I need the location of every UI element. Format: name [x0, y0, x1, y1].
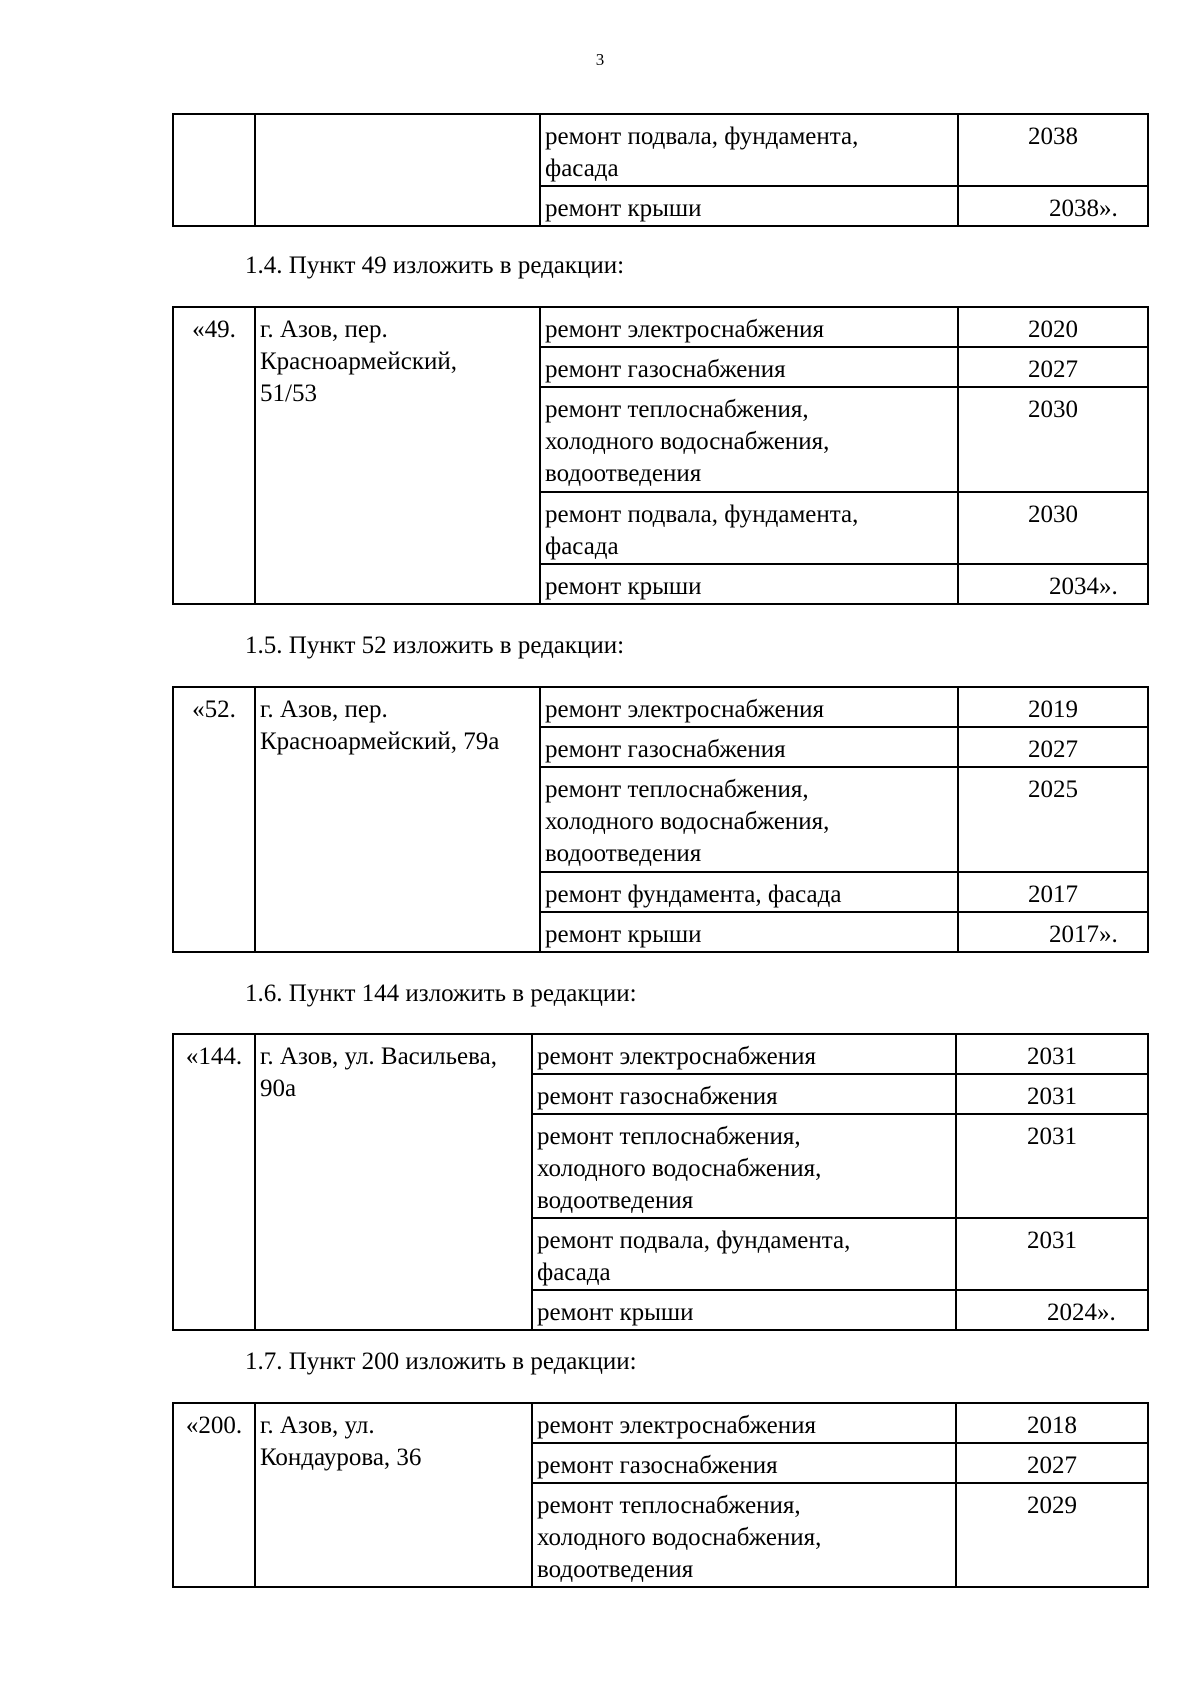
continuation-table: [172, 113, 1149, 227]
work-cell: ремонт подвала, фундамента, фасада: [540, 114, 958, 186]
year-cell: 2018: [956, 1403, 1148, 1443]
address-cell: г. Азов, пер. Красноармейский, 79а: [255, 687, 540, 952]
work-cell: ремонт газоснабжения: [540, 727, 958, 767]
year-cell: 2029: [956, 1483, 1148, 1587]
address-cell: г. Азов, ул. Кондаурова, 36: [255, 1403, 532, 1587]
section-table: [172, 1033, 1149, 1331]
year-cell: 2024».: [956, 1290, 1148, 1330]
year-cell: 2027: [956, 1443, 1148, 1483]
work-cell: ремонт фундамента, фасада: [540, 872, 958, 912]
year-cell: 2034».: [958, 564, 1148, 604]
section-table: [172, 1402, 1149, 1588]
address-cell: г. Азов, ул. Васильева, 90а: [255, 1034, 532, 1330]
work-cell: ремонт крыши: [540, 186, 958, 226]
year-cell: 2017».: [958, 912, 1148, 952]
year-cell: 2030: [958, 387, 1148, 492]
work-cell: ремонт теплоснабжения, холодного водоснабжения, водоотведения: [540, 387, 958, 492]
work-cell: ремонт подвала, фундамента, фасада: [540, 492, 958, 564]
work-cell: ремонт крыши: [532, 1290, 956, 1330]
item-number-cell: [173, 114, 255, 226]
table-row: [173, 307, 1148, 347]
address-cell: [255, 114, 540, 226]
item-number-cell: «200.: [173, 1403, 255, 1587]
year-cell: 2030: [958, 492, 1148, 564]
year-cell: 2027: [958, 347, 1148, 387]
year-cell: 2031: [956, 1218, 1148, 1290]
work-cell: ремонт крыши: [540, 564, 958, 604]
work-cell: ремонт электроснабжения: [532, 1403, 956, 1443]
year-cell: 2038».: [958, 186, 1148, 226]
work-cell: ремонт газоснабжения: [532, 1074, 956, 1114]
section-heading: 1.7. Пункт 200 изложить в редакции:: [245, 1348, 637, 1375]
item-number-cell: «52.: [173, 687, 255, 952]
item-number-cell: «144.: [173, 1034, 255, 1330]
table-row: [173, 1403, 1148, 1443]
work-cell: ремонт крыши: [540, 912, 958, 952]
year-cell: 2017: [958, 872, 1148, 912]
table-row: [173, 114, 1148, 186]
section-table: [172, 306, 1149, 605]
work-cell: ремонт теплоснабжения, холодного водоснабжения, водоотведения: [532, 1114, 956, 1218]
work-cell: ремонт газоснабжения: [540, 347, 958, 387]
section-heading: 1.5. Пункт 52 изложить в редакции:: [245, 632, 625, 659]
work-cell: ремонт электроснабжения: [540, 687, 958, 727]
work-cell: ремонт электроснабжения: [540, 307, 958, 347]
table-row: [173, 687, 1148, 727]
year-cell: 2031: [956, 1114, 1148, 1218]
section-heading: 1.4. Пункт 49 изложить в редакции:: [245, 252, 625, 279]
section-table: [172, 686, 1149, 953]
item-number-cell: «49.: [173, 307, 255, 604]
address-cell: г. Азов, пер. Красноармейский, 51/53: [255, 307, 540, 604]
work-cell: ремонт подвала, фундамента, фасада: [532, 1218, 956, 1290]
year-cell: 2020: [958, 307, 1148, 347]
year-cell: 2019: [958, 687, 1148, 727]
year-cell: 2025: [958, 767, 1148, 872]
section-heading: 1.6. Пункт 144 изложить в редакции:: [245, 980, 637, 1007]
work-cell: ремонт электроснабжения: [532, 1034, 956, 1074]
work-cell: ремонт газоснабжения: [532, 1443, 956, 1483]
work-cell: ремонт теплоснабжения, холодного водоснабжения, водоотведения: [532, 1483, 956, 1587]
year-cell: 2031: [956, 1074, 1148, 1114]
work-cell: ремонт теплоснабжения, холодного водоснабжения, водоотведения: [540, 767, 958, 872]
year-cell: 2027: [958, 727, 1148, 767]
year-cell: 2038: [958, 114, 1148, 186]
table-row: [173, 1034, 1148, 1074]
year-cell: 2031: [956, 1034, 1148, 1074]
page-number: 3: [595, 50, 605, 69]
